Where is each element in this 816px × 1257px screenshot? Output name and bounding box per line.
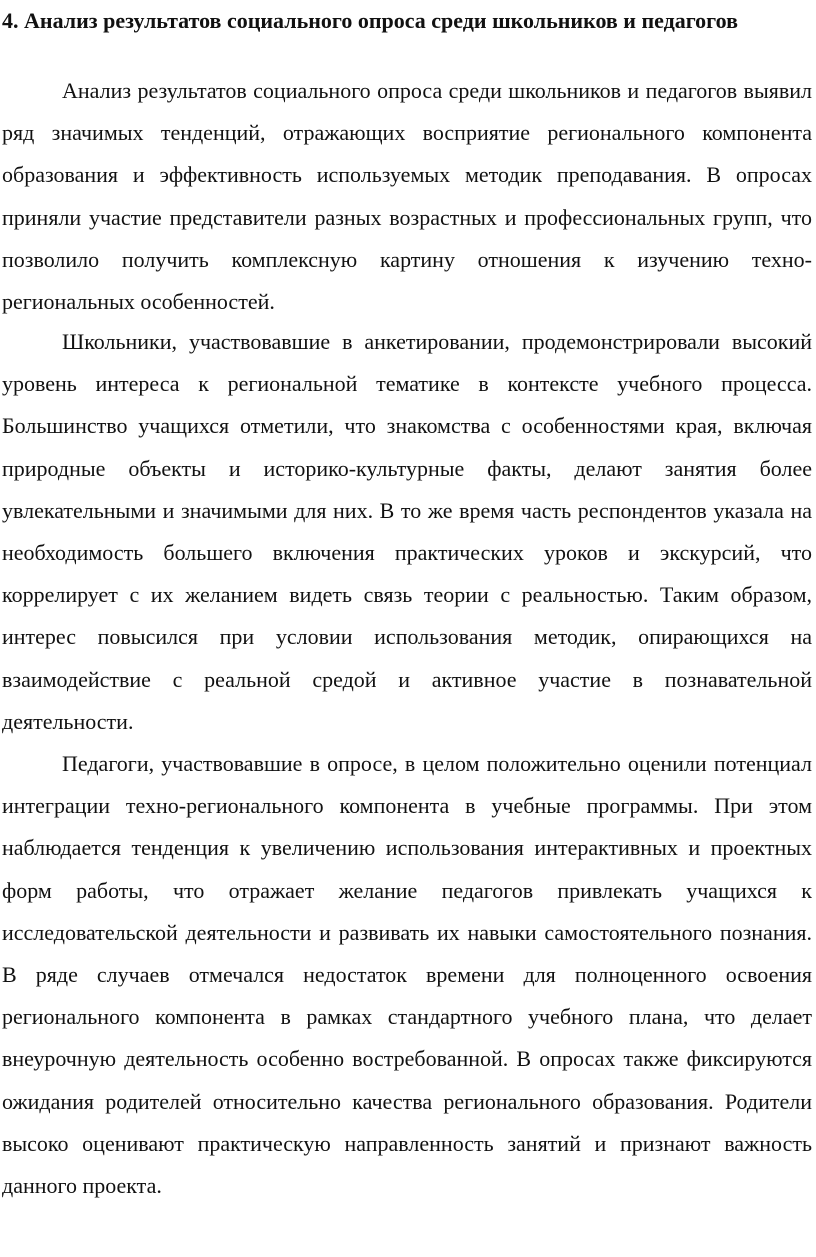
paragraph-teachers-results: Педагоги, участвовавшие в опросе, в целом положительно оценили потенциал интеграции техно-регионального компонента в учебные программы. При этом наблюдается тенденция к увеличению использования интерактивных и проектных форм работы, что отражает желание педагогов привлекать учащихся к исследовательской деятельности и развивать их навыки самостоятельного познания. В ряде случаев отмечался недостаток времени для полноценного освоения регионального компонента в рамках стандартного учебного плана, что делает внеурочную деятельность особенно востребованной. В опросах также фиксируются ожидания родителей относительно качества регионального образования. Родители высоко оценивают практическую направленность занятий и признают важность данного проекта. (2, 751, 812, 1199)
paragraph-students-results: Школьники, участвовавшие в анкетировании, продемонстрировали высокий уровень интереса к региональной тематике в контексте учебного процесса. Большинство учащихся отметили, что знакомства с особенностями края, включая природные объекты и историко-культурные факты, делают занятия более увлекательными и значимыми для них. В то же время часть респондентов указала на необходимость большего включения практических уроков и экскурсий, что коррелирует с их желанием видеть связь теории с реальностью. Таким образом, интерес повысился при условии использования методик, опирающихся на взаимодействие с реальной средой и активное участие в познавательной деятельности. (2, 329, 812, 734)
paragraph-survey-overview: Анализ результатов социального опроса среди школьников и педагогов выявил ряд значимых тенденций, отражающих восприятие регионального компонента образования и эффективность используемых методик преподавания. В опросах приняли участие представители разных возрастных и профессиональных групп, что позволило получить комплексную картину отношения к изучению техно-региональных особенностей. (2, 78, 812, 315)
section-heading: 4. Анализ результатов социального опроса среди школьников и педагогов (2, 8, 738, 33)
